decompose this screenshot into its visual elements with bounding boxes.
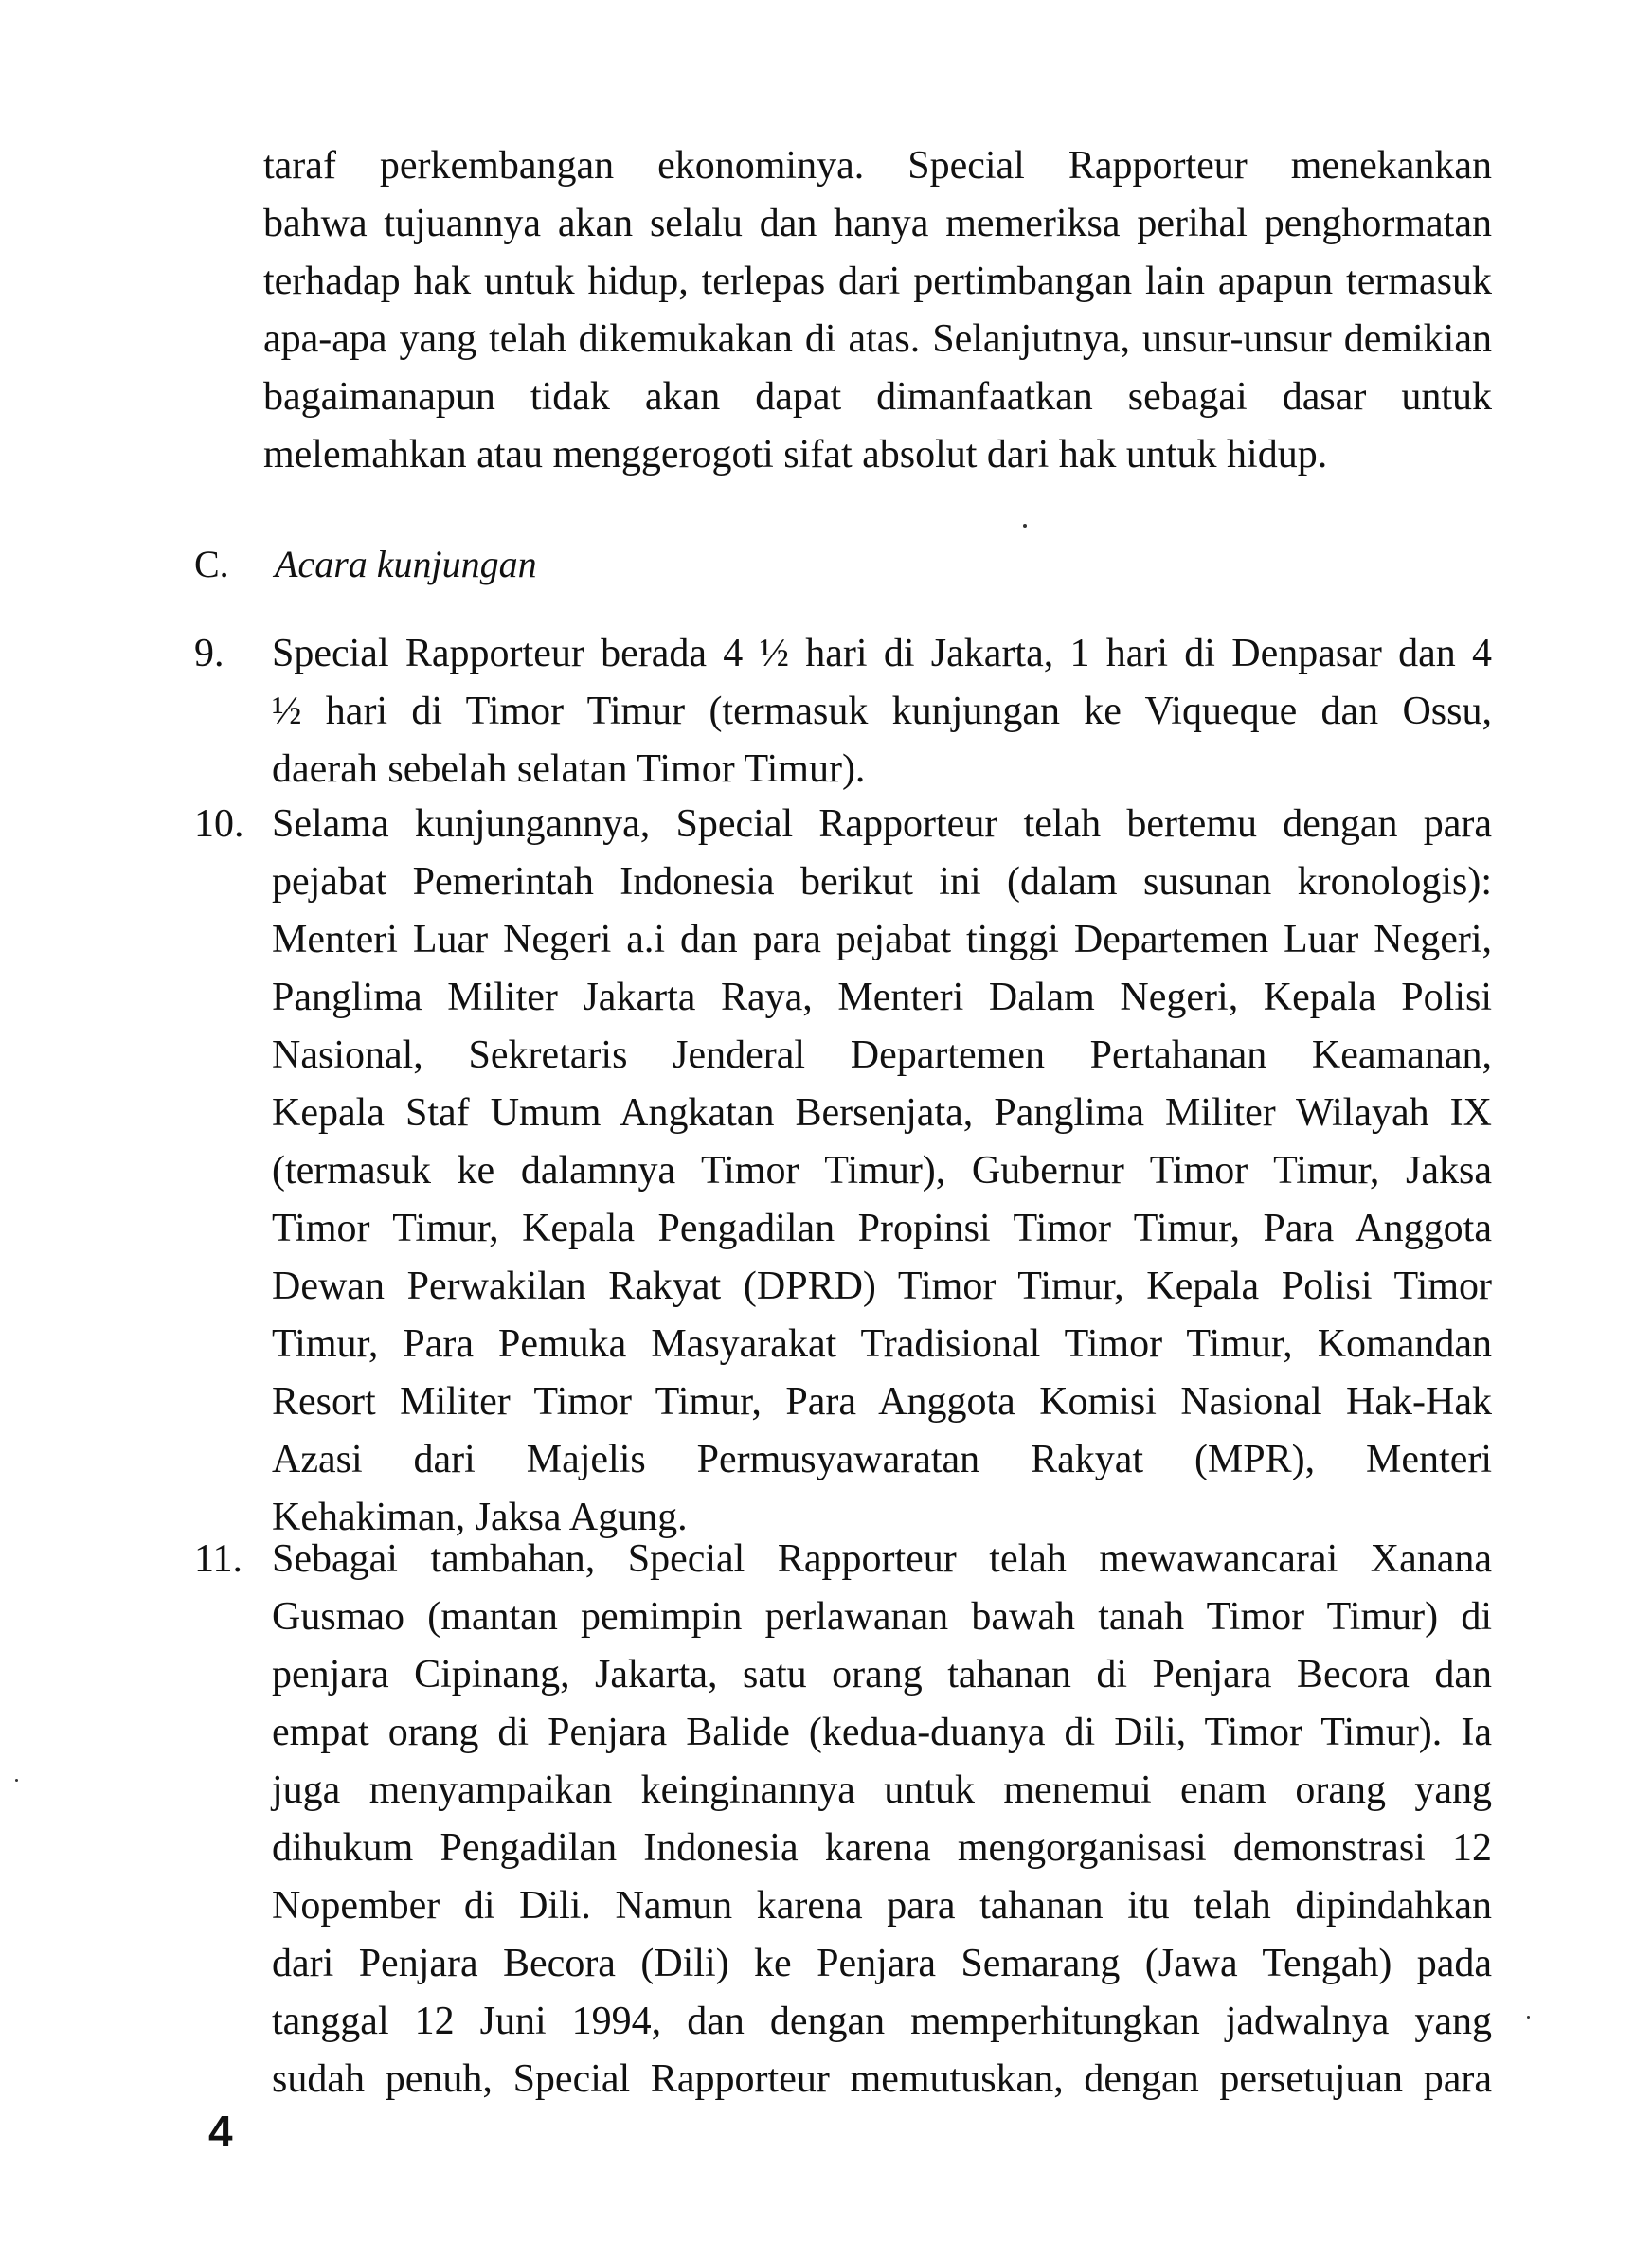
paragraph-line: Resort Militer Timor Timur, Para Anggota Komisi Nasional Hak-Hak (272, 1380, 1492, 1424)
paragraph-line: juga menyampaikan keinginannya untuk menemui enam orang yang (272, 1768, 1492, 1812)
paragraph-line: tanggal 12 Juni 1994, dan dengan memperhitungkan jadwalnya yang (272, 2000, 1492, 2043)
paragraph-line: Dewan Perwakilan Rakyat (DPRD) Timor Timur, Kepala Polisi Timor (272, 1265, 1492, 1308)
paragraph-line: Timur, Para Pemuka Masyarakat Tradisional Timor Timur, Komandan (272, 1322, 1492, 1366)
paragraph-line: Kehakiman, Jaksa Agung. (272, 1496, 688, 1539)
paragraph-line: daerah sebelah selatan Timor Timur). (272, 747, 866, 791)
paragraph-line: Azasi dari Majelis Permusyawaratan Rakyat (MPR), Menteri (272, 1438, 1492, 1481)
intro-line: bagaimanapun tidak akan dapat dimanfaatkan sebagai dasar untuk (263, 375, 1492, 419)
intro-paragraph (263, 137, 1492, 484)
paragraph-body (272, 796, 1492, 1547)
paragraph-body (272, 1531, 1492, 2108)
paragraph-line: dihukum Pengadilan Indonesia karena mengorganisasi demonstrasi 12 (272, 1826, 1492, 1870)
scan-speck (1023, 524, 1027, 528)
paragraph-number: 11. (194, 1537, 242, 1581)
paragraph-line: empat orang di Penjara Balide (kedua-duanya di Dili, Timor Timur). Ia (272, 1711, 1492, 1754)
paragraph-line: ½ hari di Timor Timur (termasuk kunjungan ke Viqueque dan Ossu, (272, 690, 1492, 733)
paragraph-body (272, 625, 1492, 799)
paragraph-line: Selama kunjungannya, Special Rapporteur telah bertemu dengan para (272, 802, 1492, 846)
paragraph-line: dari Penjara Becora (Dili) ke Penjara Semarang (Jawa Tengah) pada (272, 1942, 1492, 1985)
page-number: 4 (208, 2107, 233, 2156)
section-letter: C. (194, 543, 229, 585)
paragraph-line: Timor Timur, Kepala Pengadilan Propinsi Timor Timur, Para Anggota (272, 1207, 1492, 1250)
paragraph-line: sudah penuh, Special Rapporteur memutuskan, dengan persetujuan para (272, 2057, 1492, 2101)
section-heading (194, 538, 537, 591)
scan-speck (1527, 2016, 1530, 2019)
paragraph-line: Sebagai tambahan, Special Rapporteur telah mewawancarai Xanana (272, 1537, 1492, 1581)
paragraph-line: penjara Cipinang, Jakarta, satu orang tahanan di Penjara Becora dan (272, 1653, 1492, 1696)
intro-line: apa-apa yang telah dikemukakan di atas. Selanjutnya, unsur-unsur demikian (263, 317, 1492, 361)
paragraph-number: 9. (194, 632, 224, 675)
intro-line: bahwa tujuannya akan selalu dan hanya memeriksa perihal penghormatan (263, 202, 1492, 245)
scan-speck (15, 1779, 18, 1782)
paragraph-line: pejabat Pemerintah Indonesia berikut ini (dalam susunan kronologis): (272, 860, 1492, 904)
paragraph-number: 10. (194, 802, 244, 846)
paragraph-line: Special Rapporteur berada 4 ½ hari di Jakarta, 1 hari di Denpasar dan 4 (272, 632, 1492, 675)
paragraph-line: Nasional, Sekretaris Jenderal Departemen Pertahanan Keamanan, (272, 1033, 1492, 1077)
intro-line: melemahkan atau menggerogoti sifat absolut dari hak untuk hidup. (263, 433, 1328, 476)
paragraph-line: Nopember di Dili. Namun karena para tahanan itu telah dipindahkan (272, 1884, 1492, 1928)
paragraph-line: Kepala Staf Umum Angkatan Bersenjata, Panglima Militer Wilayah IX (272, 1091, 1492, 1135)
intro-line: terhadap hak untuk hidup, terlepas dari pertimbangan lain apapun termasuk (263, 260, 1492, 303)
paragraph-line: Gusmao (mantan pemimpin perlawanan bawah tanah Timor Timur) di (272, 1595, 1492, 1639)
paragraph-line: (termasuk ke dalamnya Timor Timur), Gubernur Timor Timur, Jaksa (272, 1149, 1492, 1193)
paragraph-line: Menteri Luar Negeri a.i dan para pejabat tinggi Departemen Luar Negeri, (272, 918, 1492, 961)
paragraph-line: Panglima Militer Jakarta Raya, Menteri Dalam Negeri, Kepala Polisi (272, 976, 1492, 1019)
intro-line: taraf perkembangan ekonominya. Special Rapporteur menekankan (263, 144, 1492, 188)
section-title: Acara kunjungan (275, 543, 537, 585)
